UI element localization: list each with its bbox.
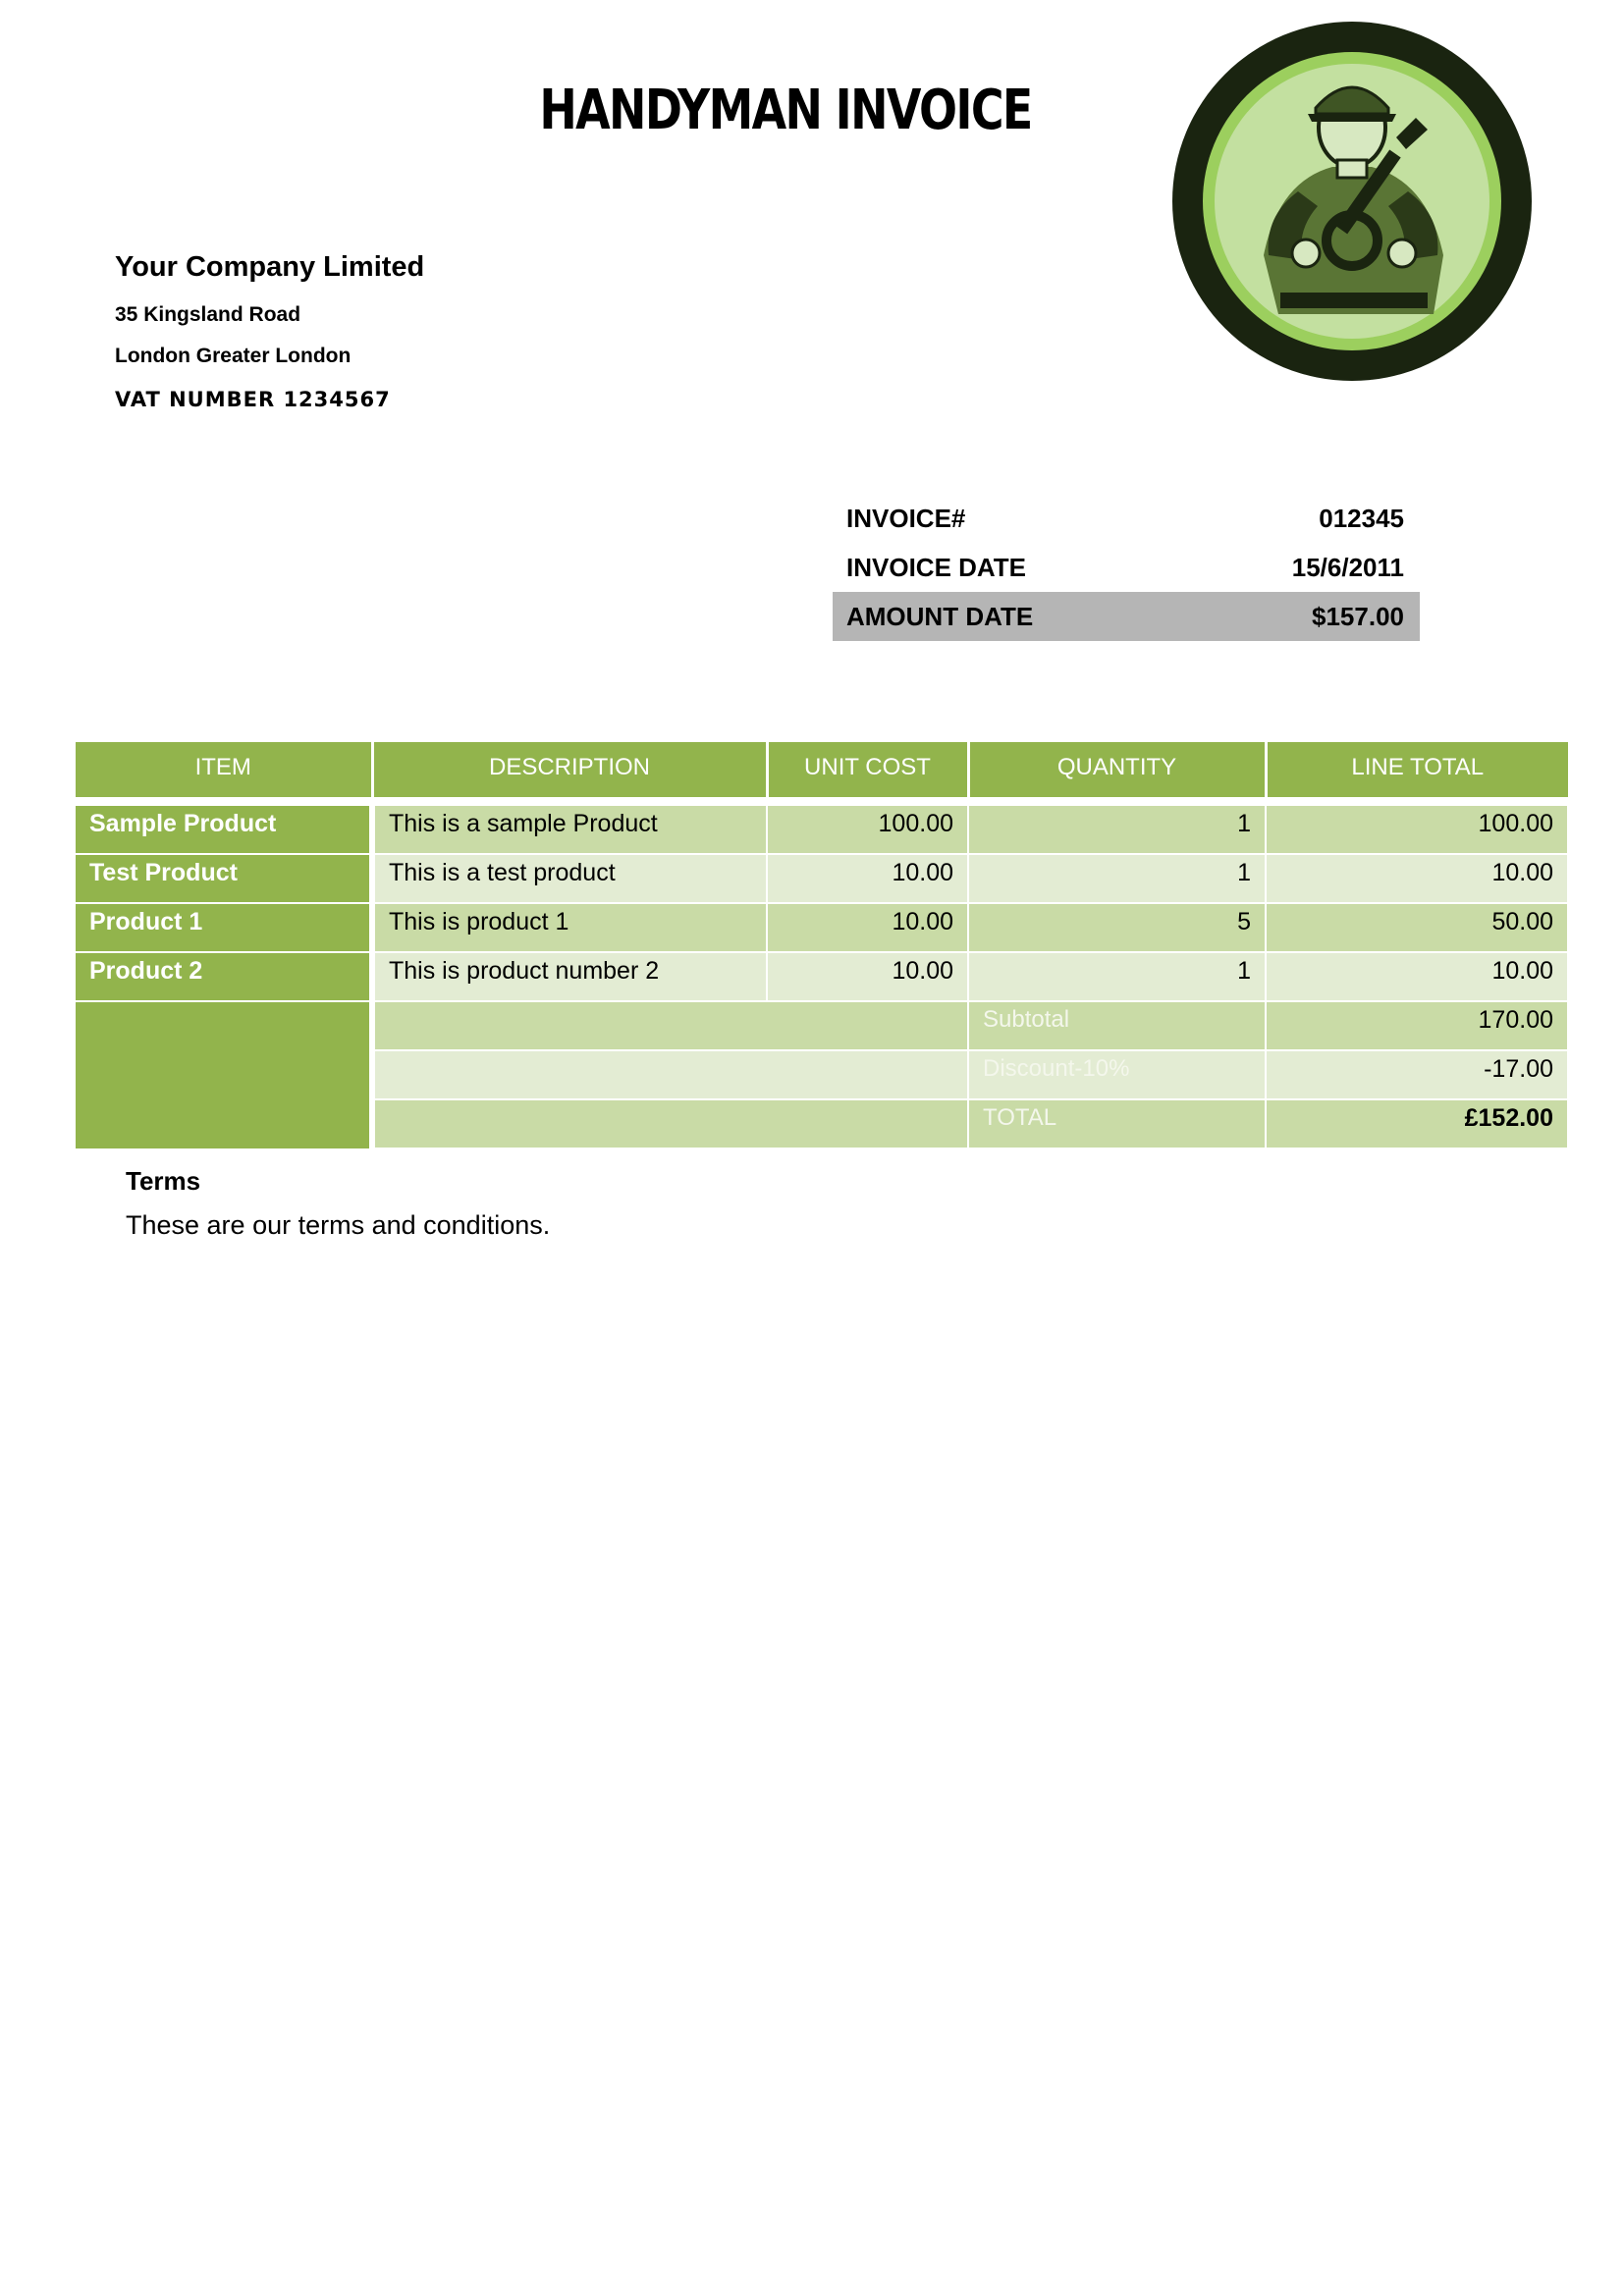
- discount-label: Discount-10%: [968, 1050, 1266, 1099]
- company-block: [115, 251, 424, 411]
- description-cell: This is product 1: [372, 903, 767, 952]
- company-name: Your Company Limited: [115, 251, 425, 283]
- summary-description-filler: [372, 1001, 968, 1050]
- header-line-total: LINE TOTAL: [1266, 742, 1568, 797]
- invoice-date-value: 15/6/2011: [1291, 553, 1404, 582]
- item-cell: Sample Product: [76, 805, 372, 854]
- unit-cost-cell: 10.00: [767, 952, 968, 1001]
- table-row: [76, 903, 1568, 952]
- description-cell: This is a test product: [372, 854, 767, 903]
- item-cell: Test Product: [76, 854, 372, 903]
- line-total-cell: 10.00: [1266, 854, 1568, 903]
- header-quantity: QUANTITY: [968, 742, 1266, 797]
- table-row: [76, 805, 1568, 854]
- table-row: [76, 952, 1568, 1001]
- discount-value: -17.00: [1266, 1050, 1568, 1099]
- invoice-number-value: 012345: [1319, 504, 1404, 533]
- total-value: £152.00: [1266, 1099, 1568, 1148]
- header-description: DESCRIPTION: [372, 742, 767, 797]
- invoice-date-row: [833, 543, 1420, 592]
- terms-text: These are our terms and conditions.: [126, 1210, 551, 1240]
- quantity-cell: 1: [968, 854, 1266, 903]
- company-vat-number: VAT NUMBER 1234567: [115, 388, 391, 411]
- subtotal-row: [76, 1001, 1568, 1050]
- total-label: TOTAL: [968, 1099, 1266, 1148]
- summary-item-filler: [76, 1001, 372, 1148]
- table-row: [76, 854, 1568, 903]
- unit-cost-cell: 100.00: [767, 805, 968, 854]
- invoice-title: HANDYMAN INVOICE: [539, 79, 1032, 142]
- amount-value: $157.00: [1312, 602, 1404, 631]
- invoice-number-label: INVOICE#: [846, 504, 966, 533]
- invoice-number-row: [833, 494, 1420, 543]
- invoice-date-label: INVOICE DATE: [846, 553, 1026, 582]
- header-item: ITEM: [76, 742, 372, 797]
- items-table: [76, 742, 1569, 1149]
- header-unit-cost: UNIT COST: [767, 742, 968, 797]
- quantity-cell: 1: [968, 805, 1266, 854]
- item-cell: Product 1: [76, 903, 372, 952]
- quantity-cell: 1: [968, 952, 1266, 1001]
- unit-cost-cell: 10.00: [767, 903, 968, 952]
- line-total-cell: 10.00: [1266, 952, 1568, 1001]
- unit-cost-cell: 10.00: [767, 854, 968, 903]
- subtotal-label: Subtotal: [968, 1001, 1266, 1050]
- summary-description-filler: [372, 1050, 968, 1099]
- line-total-cell: 100.00: [1266, 805, 1568, 854]
- item-cell: Product 2: [76, 952, 372, 1001]
- company-address-line2: London Greater London: [115, 345, 352, 367]
- table-header-row: [76, 742, 1568, 797]
- company-address-line1: 35 Kingsland Road: [115, 303, 301, 326]
- amount-label: AMOUNT DATE: [846, 602, 1034, 631]
- description-cell: This is a sample Product: [372, 805, 767, 854]
- terms-heading: Terms: [126, 1166, 201, 1196]
- subtotal-value: 170.00: [1266, 1001, 1568, 1050]
- line-total-cell: 50.00: [1266, 903, 1568, 952]
- handyman-logo-icon: [1170, 20, 1534, 383]
- summary-description-filler: [372, 1099, 968, 1148]
- invoice-meta: [833, 494, 1420, 641]
- quantity-cell: 5: [968, 903, 1266, 952]
- amount-row: [833, 592, 1420, 641]
- description-cell: This is product number 2: [372, 952, 767, 1001]
- terms-block: [126, 1166, 550, 1241]
